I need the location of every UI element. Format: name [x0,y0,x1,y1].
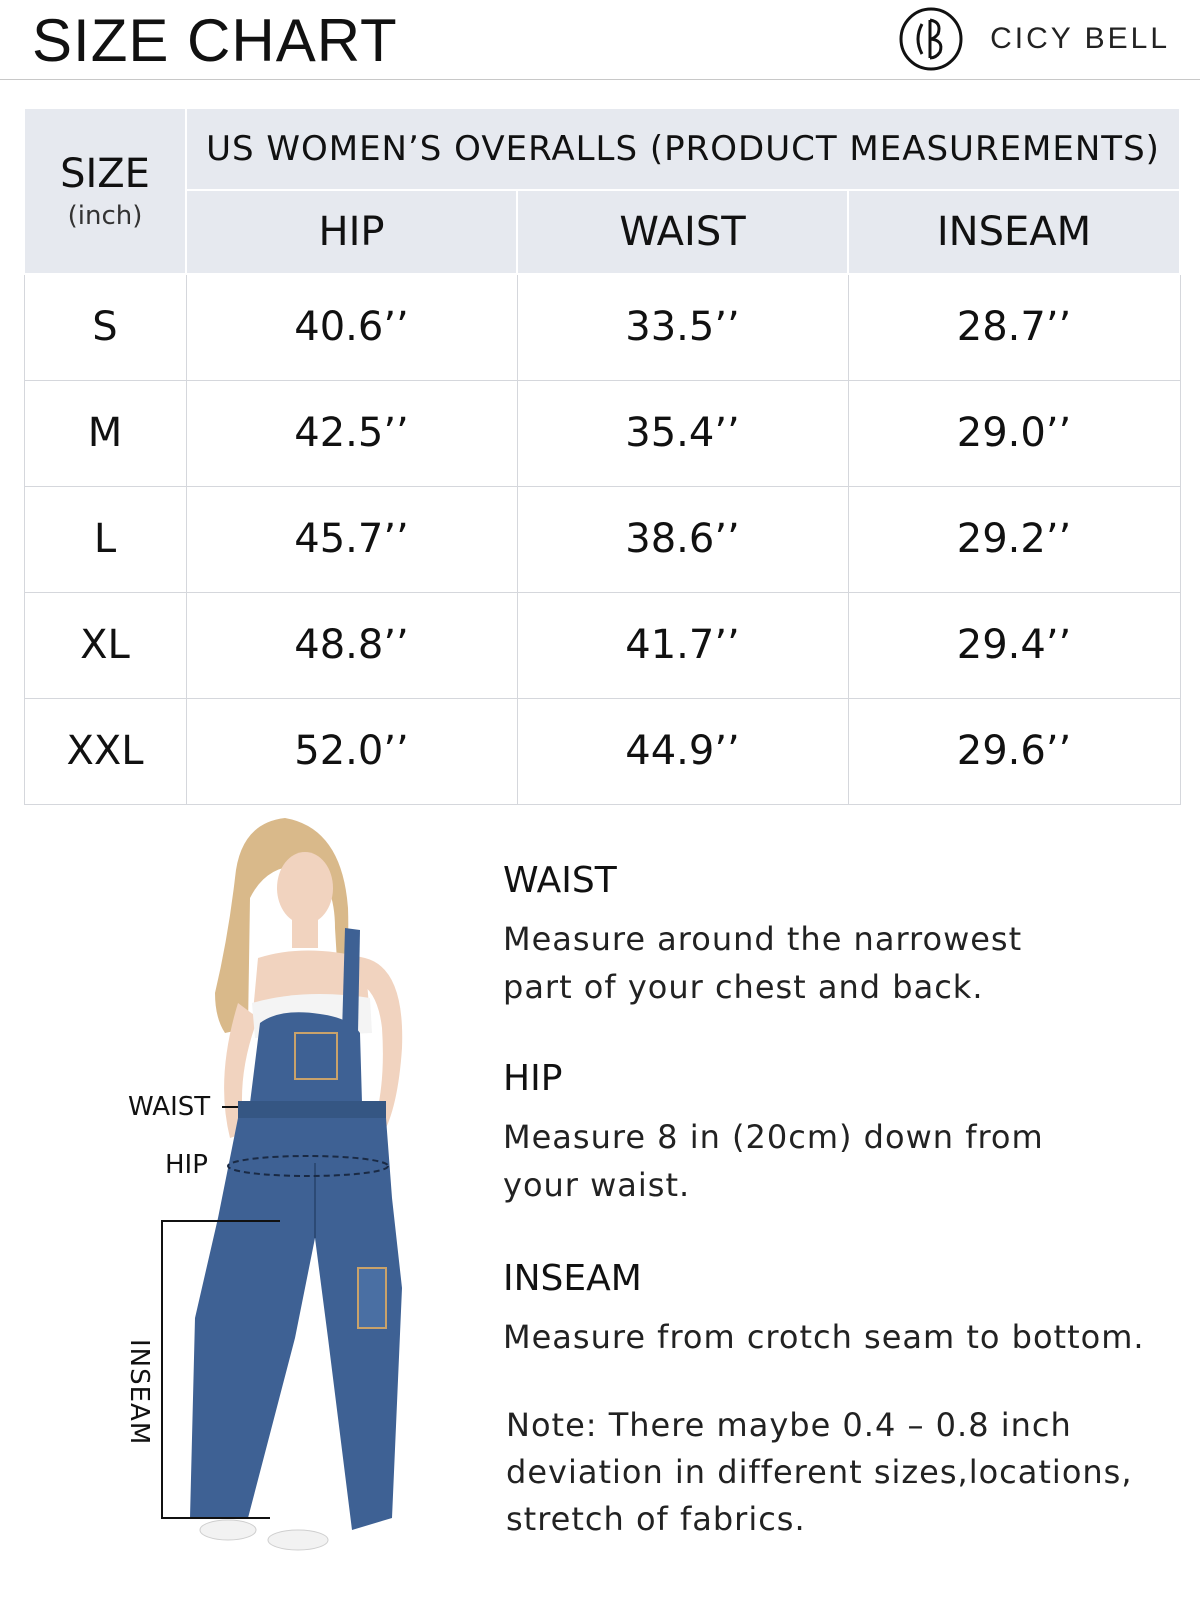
size-cell: L [24,486,186,592]
inseam-instruction [503,1258,1183,1361]
waist-cell: 35.4’’ [517,380,848,486]
hip-cell: 52.0’’ [186,698,517,804]
waist-cell: 33.5’’ [517,274,848,380]
note-line1: Note: There maybe 0.4 – 0.8 inch [506,1406,1072,1444]
waist-instruction-text-line1: Measure around the narrowest [503,920,1023,958]
hip-guide-label: HIP [165,1150,208,1180]
waist-instruction [503,860,1183,1011]
size-header-label: SIZE [60,151,150,197]
inseam-cell: 29.4’’ [848,592,1180,698]
hip-instruction-text-line1: Measure 8 in (20cm) down from [503,1118,1044,1156]
table-row [24,274,1180,380]
size-cell: M [24,380,186,486]
inseam-instruction-heading: INSEAM [503,1258,642,1299]
size-cell: XL [24,592,186,698]
size-table [23,107,1181,805]
hip-cell: 48.8’’ [186,592,517,698]
inseam-cell: 29.0’’ [848,380,1180,486]
hip-instruction-text-line2: your waist. [503,1166,691,1204]
inseam-cell: 29.6’’ [848,698,1180,804]
note-line3: stretch of fabrics. [506,1500,806,1538]
brand [898,6,1170,72]
note-line2: deviation in different sizes,locations, [506,1453,1133,1491]
brand-name: CICY BELL [990,22,1170,55]
inseam-cell: 28.7’’ [848,274,1180,380]
size-column-header [24,108,186,274]
waist-cell: 41.7’’ [517,592,848,698]
group-header: US WOMEN’S OVERALLS (PRODUCT MEASUREMENTS) [186,108,1180,190]
column-header-hip: HIP [186,190,517,274]
waist-cell: 44.9’’ [517,698,848,804]
model-overalls-illustration [120,818,420,1600]
waist-instruction-heading: WAIST [503,860,617,901]
page-title: SIZE CHART [32,7,398,74]
table-row [24,380,1180,486]
size-unit-label: (inch) [67,201,143,231]
size-cell: S [24,274,186,380]
table-row [24,592,1180,698]
inseam-cell: 29.2’’ [848,486,1180,592]
hip-cell: 45.7’’ [186,486,517,592]
header-bar [0,0,1200,80]
inseam-guide-label: INSEAM [124,1339,154,1446]
column-header-inseam: INSEAM [848,190,1180,274]
hip-cell: 42.5’’ [186,380,517,486]
size-cell: XXL [24,698,186,804]
table-row [24,698,1180,804]
inseam-instruction-text-line1: Measure from crotch seam to bottom. [503,1318,1145,1356]
deviation-note [506,1402,1186,1543]
hip-cell: 40.6’’ [186,274,517,380]
column-header-waist: WAIST [517,190,848,274]
waist-cell: 38.6’’ [517,486,848,592]
waist-guide-label: WAIST [128,1092,211,1122]
waist-instruction-text-line2: part of your chest and back. [503,968,984,1006]
hip-instruction [503,1058,1183,1209]
hip-instruction-heading: HIP [503,1058,563,1099]
cicy-bell-monogram-icon [898,6,964,72]
table-row [24,486,1180,592]
